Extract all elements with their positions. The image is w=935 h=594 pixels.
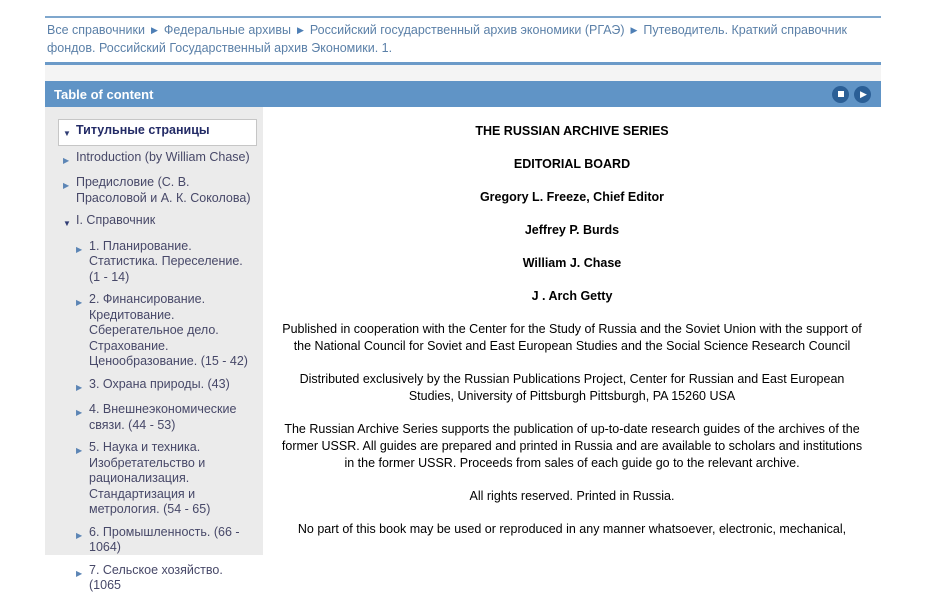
content-heading: Jeffrey P. Burds [524,223,620,237]
content-row [45,107,881,592]
content-paragraph: The Russian Archive Series supports the publication of up-to-date research guides of the archives of the former USSR. All guides are prepared and printed in Russia and are available to scholars and institutions in the former USSR. Proceeds from sales of each guide go to the relevant archive. [281,422,863,470]
sidebar-item[interactable] [63,213,257,232]
chevron-right-icon[interactable]: ▶ [76,298,83,307]
chevron-right-icon[interactable]: ▶ [63,155,70,165]
stop-square-icon [838,91,844,97]
collapse-panel-button[interactable] [832,86,849,103]
sidebar-item-label: 6. Промышленность. (66 - 1064) [89,524,240,554]
sidebar-item[interactable] [58,119,257,146]
spacer-strip [45,65,881,81]
breadcrumb-link[interactable]: Все справочники [47,23,145,37]
chevron-right-icon[interactable]: ▶ [76,244,83,254]
chevron-right-icon[interactable]: ▶ [76,382,83,392]
sidebar-item[interactable] [76,402,257,433]
sidebar-item-label: 7. Сельское хозяйство. (1065 [89,562,223,592]
content-paragraph: No part of this book may be used or reproduced in any manner whatsoever, electronic, mechanical, [297,522,847,536]
sidebar-item-label: 2. Финансирование. Кредитование. Сберегательное дело. Страхование. Ценообразование. (15 - 42) [89,292,248,368]
chevron-right-icon[interactable]: ▶ [76,530,83,540]
sidebar-item-label: 5. Наука и техника. Изобретательство и рационализация. Стандартизация и метрология. (54 - 65) [89,440,211,516]
content-paragraph: Published in cooperation with the Center for the Study of Russia and the Soviet Union with the support of the National Council for Soviet and East European Studies and the Social Science Research Council [282,322,862,353]
chevron-right-icon[interactable]: ▶ [76,568,83,578]
sidebar-item[interactable] [76,239,257,286]
hide-panel-button[interactable] [854,86,871,103]
sidebar-item-label: Титульные страницы [76,123,210,137]
sidebar-item-label: Предисловие (С. В. Прасоловой и А. К. Соколова) [76,175,251,205]
content-heading: EDITORIAL BOARD [513,157,631,171]
chevron-down-icon[interactable]: ▼ [63,129,71,138]
sidebar-item[interactable] [76,525,257,556]
breadcrumb [45,18,881,62]
breadcrumb-link[interactable]: Путеводитель. Краткий справочник фондов. Российский Государственный архив Экономики. 1. [47,23,848,55]
chevron-right-icon[interactable]: ▶ [76,408,83,417]
toc-header-buttons [827,86,871,103]
sidebar-item-label: 3. Охрана природы. (43) [89,376,230,391]
chevron-down-icon[interactable]: ▼ [63,219,71,228]
sidebar-item-label: I. Справочник [76,213,156,227]
content-heading: THE RUSSIAN ARCHIVE SERIES [475,124,669,138]
sidebar-item-label: Introduction (by William Chase) [76,149,250,164]
sidebar-item-label: 4. Внешнеэкономические связи. (44 - 53) [89,402,237,432]
chevron-right-icon[interactable]: ▶ [76,446,83,455]
chevron-right-icon[interactable]: ▶ [63,181,70,190]
content-paragraph: Distributed exclusively by the Russian Publications Project, Center for Russian and East European Studies, University of Pittsburgh Pittsburgh, PA 15260 USA [299,372,845,403]
sidebar-item[interactable] [63,175,257,206]
toc-title: Table of content [54,86,154,102]
breadcrumb-separator-icon: ▶ [150,25,158,35]
play-arrow-icon: ▶ [860,88,867,99]
sidebar-item[interactable] [76,440,257,518]
breadcrumb-separator-icon: ▶ [296,25,304,35]
main-content [263,107,881,555]
sidebar-item[interactable] [76,563,257,594]
sidebar-item[interactable] [63,150,257,169]
breadcrumb-link[interactable]: Российский государственный архив экономики (РГАЭ) [309,23,625,37]
toc-sidebar [45,107,263,592]
breadcrumb-link[interactable]: Федеральные архивы [163,23,291,37]
content-heading: Gregory L. Freeze, Chief Editor [479,190,665,204]
toc-header-bar [45,81,881,107]
sidebar-item[interactable] [76,292,257,370]
sidebar-item[interactable] [76,377,257,396]
sidebar-item-label: 1. Планирование. Статистика. Переселение. (1 - 14) [89,238,243,284]
content-paragraph: All rights reserved. Printed in Russia. [469,489,675,503]
breadcrumb-separator-icon: ▶ [630,25,638,35]
content-heading: William J. Chase [522,256,622,270]
page [45,16,881,592]
content-heading: J . Arch Getty [531,289,613,303]
